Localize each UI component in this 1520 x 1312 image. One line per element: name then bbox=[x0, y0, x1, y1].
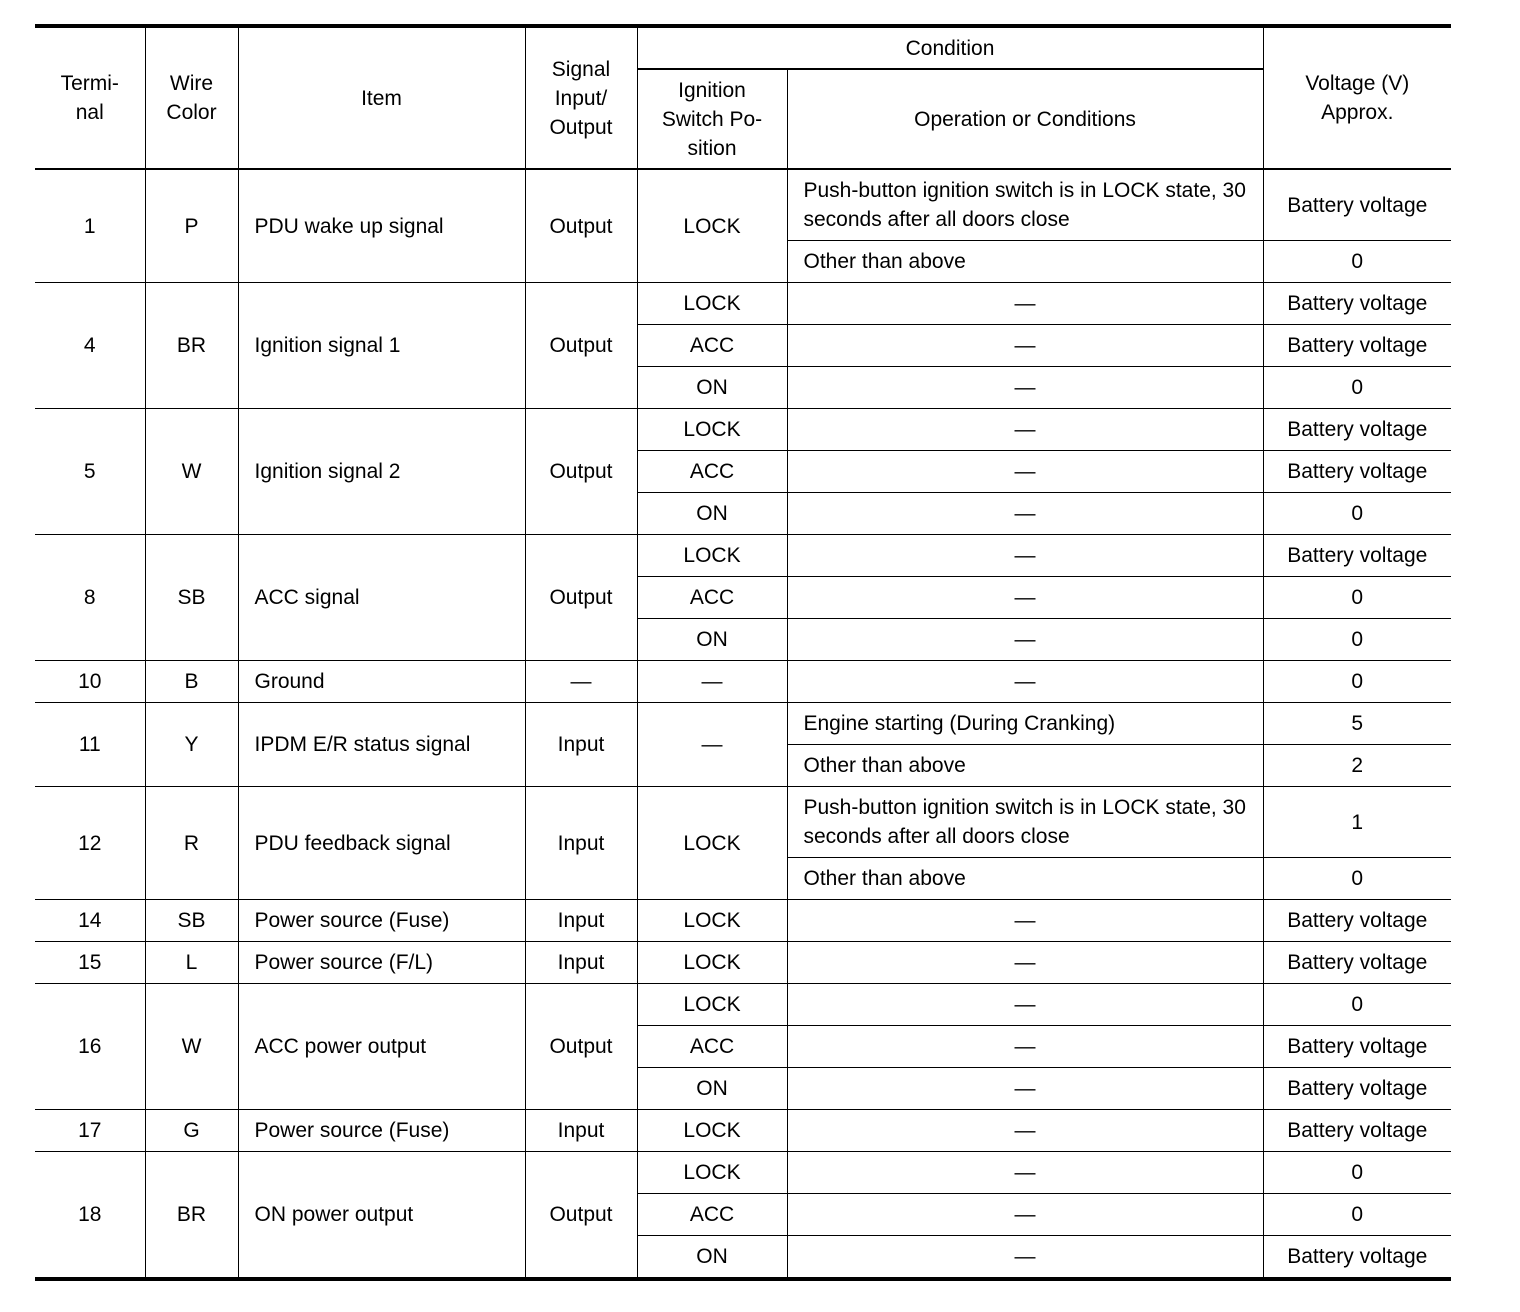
operation-condition-cell: — bbox=[787, 1026, 1263, 1068]
table-row bbox=[35, 787, 1451, 858]
voltage-cell: Battery voltage bbox=[1263, 900, 1451, 942]
table-row bbox=[35, 942, 1451, 984]
ignition-position-cell: LOCK bbox=[637, 984, 787, 1026]
ignition-position-cell: ACC bbox=[637, 577, 787, 619]
wire-color-cell: Y bbox=[145, 703, 238, 787]
operation-condition-cell: — bbox=[787, 1110, 1263, 1152]
voltage-cell: 0 bbox=[1263, 858, 1451, 900]
ignition-position-cell: LOCK bbox=[637, 409, 787, 451]
operation-condition-cell: — bbox=[787, 1068, 1263, 1110]
voltage-cell: 0 bbox=[1263, 367, 1451, 409]
ignition-position-cell: ON bbox=[637, 493, 787, 535]
table-row bbox=[35, 409, 1451, 451]
ignition-position-cell: LOCK bbox=[637, 900, 787, 942]
ignition-position-cell: LOCK bbox=[637, 1110, 787, 1152]
wire-color-cell: BR bbox=[145, 283, 238, 409]
header-signal-io: Signal Input/ Output bbox=[525, 26, 637, 169]
signal-io-cell: Output bbox=[525, 984, 637, 1110]
signal-io-cell: Output bbox=[525, 169, 637, 283]
voltage-cell: Battery voltage bbox=[1263, 451, 1451, 493]
ignition-position-cell: ACC bbox=[637, 1026, 787, 1068]
item-cell: PDU feedback signal bbox=[238, 787, 525, 900]
voltage-cell: 0 bbox=[1263, 984, 1451, 1026]
ignition-position-cell: — bbox=[637, 661, 787, 703]
operation-condition-cell: — bbox=[787, 900, 1263, 942]
signal-io-cell: Output bbox=[525, 409, 637, 535]
voltage-cell: Battery voltage bbox=[1263, 283, 1451, 325]
ignition-position-cell: ON bbox=[637, 619, 787, 661]
ignition-position-cell: ACC bbox=[637, 1194, 787, 1236]
voltage-cell: Battery voltage bbox=[1263, 409, 1451, 451]
header-operation-or-conditions: Operation or Conditions bbox=[787, 69, 1263, 169]
item-cell: Power source (F/L) bbox=[238, 942, 525, 984]
table-row bbox=[35, 900, 1451, 942]
item-cell: Power source (Fuse) bbox=[238, 900, 525, 942]
table-row bbox=[35, 535, 1451, 577]
ignition-position-cell: ON bbox=[637, 1236, 787, 1280]
table-row bbox=[35, 1110, 1451, 1152]
signal-io-cell: — bbox=[525, 661, 637, 703]
item-cell: IPDM E/R status signal bbox=[238, 703, 525, 787]
voltage-cell: 0 bbox=[1263, 1194, 1451, 1236]
operation-condition-cell: Push-button ignition switch is in LOCK state, 30 seconds after all doors close bbox=[787, 169, 1263, 241]
voltage-cell: 1 bbox=[1263, 787, 1451, 858]
terminal-cell: 11 bbox=[35, 703, 145, 787]
terminal-cell: 4 bbox=[35, 283, 145, 409]
ignition-position-cell: ON bbox=[637, 367, 787, 409]
terminal-cell: 16 bbox=[35, 984, 145, 1110]
operation-condition-cell: — bbox=[787, 493, 1263, 535]
ignition-position-cell: LOCK bbox=[637, 535, 787, 577]
voltage-cell: 0 bbox=[1263, 619, 1451, 661]
signal-io-cell: Input bbox=[525, 1110, 637, 1152]
item-cell: Power source (Fuse) bbox=[238, 1110, 525, 1152]
signal-io-cell: Input bbox=[525, 942, 637, 984]
terminal-cell: 14 bbox=[35, 900, 145, 942]
voltage-cell: 2 bbox=[1263, 745, 1451, 787]
operation-condition-cell: — bbox=[787, 283, 1263, 325]
wire-color-cell: B bbox=[145, 661, 238, 703]
ignition-position-cell: LOCK bbox=[637, 787, 787, 900]
operation-condition-cell: Other than above bbox=[787, 745, 1263, 787]
ignition-position-cell: LOCK bbox=[637, 283, 787, 325]
operation-condition-cell: — bbox=[787, 942, 1263, 984]
wire-color-cell: R bbox=[145, 787, 238, 900]
operation-condition-cell: — bbox=[787, 984, 1263, 1026]
signal-io-cell: Output bbox=[525, 283, 637, 409]
ignition-position-cell: ACC bbox=[637, 325, 787, 367]
header-terminal: Termi- nal bbox=[35, 26, 145, 169]
signal-io-cell: Input bbox=[525, 703, 637, 787]
table-row bbox=[35, 661, 1451, 703]
terminal-cell: 18 bbox=[35, 1152, 145, 1280]
ignition-position-cell: LOCK bbox=[637, 942, 787, 984]
signal-io-cell: Input bbox=[525, 787, 637, 900]
wire-color-cell: L bbox=[145, 942, 238, 984]
operation-condition-cell: — bbox=[787, 451, 1263, 493]
operation-condition-cell: Other than above bbox=[787, 241, 1263, 283]
header-ignition-switch-position: Ignition Switch Po- sition bbox=[637, 69, 787, 169]
item-cell: ACC signal bbox=[238, 535, 525, 661]
terminal-cell: 5 bbox=[35, 409, 145, 535]
header-voltage: Voltage (V) Approx. bbox=[1263, 26, 1451, 169]
voltage-cell: Battery voltage bbox=[1263, 942, 1451, 984]
terminal-cell: 10 bbox=[35, 661, 145, 703]
voltage-cell: 5 bbox=[1263, 703, 1451, 745]
item-cell: ACC power output bbox=[238, 984, 525, 1110]
header-item: Item bbox=[238, 26, 525, 169]
operation-condition-cell: — bbox=[787, 409, 1263, 451]
wire-color-cell: P bbox=[145, 169, 238, 283]
voltage-cell: Battery voltage bbox=[1263, 169, 1451, 241]
item-cell: Ignition signal 1 bbox=[238, 283, 525, 409]
operation-condition-cell: — bbox=[787, 325, 1263, 367]
signal-io-cell: Output bbox=[525, 535, 637, 661]
terminal-cell: 1 bbox=[35, 169, 145, 283]
table-body bbox=[35, 169, 1451, 1279]
operation-condition-cell: Push-button ignition switch is in LOCK state, 30 seconds after all doors close bbox=[787, 787, 1263, 858]
wire-color-cell: G bbox=[145, 1110, 238, 1152]
terminal-cell: 15 bbox=[35, 942, 145, 984]
header-condition: Condition bbox=[637, 26, 1263, 69]
header-wire-color: Wire Color bbox=[145, 26, 238, 169]
table-row bbox=[35, 283, 1451, 325]
table-row bbox=[35, 1152, 1451, 1194]
operation-condition-cell: — bbox=[787, 1194, 1263, 1236]
voltage-cell: 0 bbox=[1263, 241, 1451, 283]
operation-condition-cell: — bbox=[787, 661, 1263, 703]
voltage-cell: 0 bbox=[1263, 661, 1451, 703]
table-row bbox=[35, 984, 1451, 1026]
signal-io-cell: Output bbox=[525, 1152, 637, 1280]
operation-condition-cell: — bbox=[787, 577, 1263, 619]
ignition-position-cell: LOCK bbox=[637, 169, 787, 283]
table-row bbox=[35, 169, 1451, 241]
operation-condition-cell: — bbox=[787, 535, 1263, 577]
table-row bbox=[35, 703, 1451, 745]
ignition-position-cell: — bbox=[637, 703, 787, 787]
ignition-position-cell: ACC bbox=[637, 451, 787, 493]
operation-condition-cell: — bbox=[787, 1236, 1263, 1280]
terminal-cell: 12 bbox=[35, 787, 145, 900]
voltage-cell: 0 bbox=[1263, 493, 1451, 535]
terminal-inspection-table bbox=[35, 24, 1451, 1281]
voltage-cell: Battery voltage bbox=[1263, 325, 1451, 367]
wire-color-cell: W bbox=[145, 409, 238, 535]
operation-condition-cell: Engine starting (During Cranking) bbox=[787, 703, 1263, 745]
voltage-cell: Battery voltage bbox=[1263, 1236, 1451, 1280]
voltage-cell: 0 bbox=[1263, 577, 1451, 619]
operation-condition-cell: Other than above bbox=[787, 858, 1263, 900]
wire-color-cell: SB bbox=[145, 900, 238, 942]
item-cell: Ground bbox=[238, 661, 525, 703]
wire-color-cell: W bbox=[145, 984, 238, 1110]
terminal-cell: 8 bbox=[35, 535, 145, 661]
voltage-cell: Battery voltage bbox=[1263, 1068, 1451, 1110]
item-cell: Ignition signal 2 bbox=[238, 409, 525, 535]
voltage-cell: Battery voltage bbox=[1263, 535, 1451, 577]
signal-io-cell: Input bbox=[525, 900, 637, 942]
operation-condition-cell: — bbox=[787, 619, 1263, 661]
voltage-cell: Battery voltage bbox=[1263, 1026, 1451, 1068]
voltage-cell: 0 bbox=[1263, 1152, 1451, 1194]
item-cell: ON power output bbox=[238, 1152, 525, 1280]
wire-color-cell: SB bbox=[145, 535, 238, 661]
wire-color-cell: BR bbox=[145, 1152, 238, 1280]
operation-condition-cell: — bbox=[787, 367, 1263, 409]
voltage-cell: Battery voltage bbox=[1263, 1110, 1451, 1152]
terminal-cell: 17 bbox=[35, 1110, 145, 1152]
ignition-position-cell: ON bbox=[637, 1068, 787, 1110]
operation-condition-cell: — bbox=[787, 1152, 1263, 1194]
item-cell: PDU wake up signal bbox=[238, 169, 525, 283]
ignition-position-cell: LOCK bbox=[637, 1152, 787, 1194]
